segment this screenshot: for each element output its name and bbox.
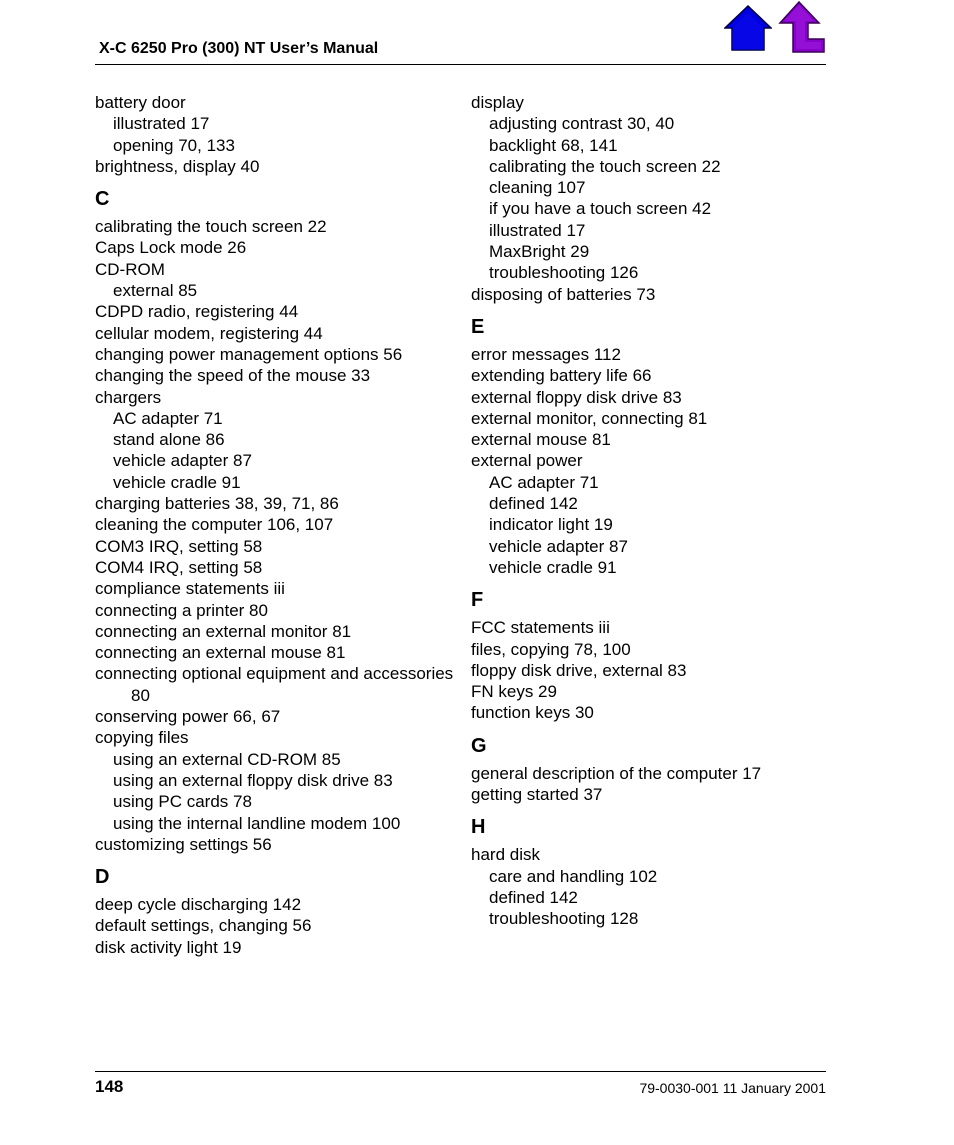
index-subentry: external 85 (113, 281, 198, 301)
index-entry: compliance statements iii (95, 579, 285, 599)
index-subentry: indicator light 19 (489, 515, 613, 535)
index-entry: COM4 IRQ, setting 58 (95, 557, 263, 577)
index-subentry: vehicle adapter 87 (489, 536, 628, 556)
index-entry: connecting a printer 80 (95, 600, 268, 620)
index-entry: copying files (95, 728, 189, 748)
index-entry: getting started 37 (471, 785, 603, 805)
index-entry: changing power management options 56 (95, 344, 403, 364)
index-entry: chargers (95, 387, 162, 407)
index-subentry: cleaning 107 (489, 178, 586, 198)
index-subentry: using an external floppy disk drive 83 (113, 770, 393, 790)
section-letter: E (471, 315, 485, 338)
index-entry: cellular modem, registering 44 (95, 323, 323, 343)
header-title: X-C 6250 Pro (300) NT User’s Manual (99, 40, 379, 57)
index-subentry: defined 142 (489, 887, 578, 907)
section-letter: H (471, 816, 486, 839)
section-letter: C (95, 188, 110, 211)
index-entry: connecting optional equipment and accessories 80 (95, 664, 454, 705)
index-subentry: troubleshooting 128 (489, 909, 639, 929)
section-letter: D (95, 866, 110, 889)
index-subentry: using PC cards 78 (113, 792, 252, 812)
index-subentry: MaxBright 29 (489, 242, 590, 262)
index-entry: calibrating the touch screen 22 (95, 217, 327, 237)
index-entry: charging batteries 38, 39, 71, 86 (95, 494, 339, 514)
index-entry: disposing of batteries 73 (471, 284, 656, 304)
index-entry: files, copying 78, 100 (471, 639, 631, 659)
index-subentry: AC adapter 71 (489, 472, 599, 492)
index-subentry: using an external CD-ROM 85 (113, 749, 341, 769)
index-subentry: if you have a touch screen 42 (489, 199, 712, 219)
index-entry: connecting an external mouse 81 (95, 643, 346, 663)
index-subentry: adjusting contrast 30, 40 (489, 114, 675, 134)
index-entry: cleaning the computer 106, 107 (95, 515, 334, 535)
index-subentry: vehicle adapter 87 (113, 451, 252, 471)
index-subentry: backlight 68, 141 (489, 135, 618, 155)
document-info: 79-0030-001 11 January 2001 (639, 1080, 826, 1096)
header-rule (95, 64, 826, 65)
index-entry: extending battery life 66 (471, 366, 652, 386)
index-entry: display (471, 93, 524, 112)
index-entry: changing the speed of the mouse 33 (95, 366, 371, 386)
index-entry: floppy disk drive, external 83 (471, 660, 687, 680)
index-entry: hard disk (471, 845, 540, 865)
index-entry: FCC statements iii (471, 618, 610, 638)
index-entry: disk activity light 19 (95, 937, 242, 957)
index-entry: CDPD radio, registering 44 (95, 302, 299, 322)
index-entry: general description of the computer 17 (471, 763, 762, 783)
index-entry: external power (471, 451, 583, 471)
index-entry: Caps Lock mode 26 (95, 238, 247, 258)
index-subentry: care and handling 102 (489, 866, 658, 886)
index-column-right (471, 92, 831, 930)
index-subentry: stand alone 86 (113, 430, 225, 450)
index-subentry: AC adapter 71 (113, 408, 223, 428)
index-entry: connecting an external monitor 81 (95, 621, 352, 641)
section-letter: F (471, 589, 484, 612)
home-icon[interactable] (724, 4, 772, 52)
index-entry: external mouse 81 (471, 430, 611, 450)
index-entry: COM3 IRQ, setting 58 (95, 536, 263, 556)
index-entry: default settings, changing 56 (95, 916, 312, 936)
index-entry: conserving power 66, 67 (95, 707, 281, 727)
index-subentry: defined 142 (489, 494, 578, 514)
index-subentry: illustrated 17 (113, 114, 210, 134)
index-entry: FN keys 29 (471, 682, 557, 702)
index-entry: deep cycle discharging 142 (95, 895, 302, 915)
index-entry: external floppy disk drive 83 (471, 387, 682, 407)
index-subentry: illustrated 17 (489, 220, 586, 240)
footer-rule (95, 1071, 826, 1072)
index-entry: brightness, display 40 (95, 156, 260, 176)
up-arrow-icon[interactable] (777, 1, 825, 53)
index-subentry: troubleshooting 126 (489, 263, 639, 283)
index-subentry: opening 70, 133 (113, 135, 235, 155)
index-subentry: vehicle cradle 91 (489, 557, 617, 577)
index-subentry: using the internal landline modem 100 (113, 813, 401, 833)
index-column-left (95, 92, 455, 958)
index-entry: CD-ROM (95, 259, 165, 279)
index-entry: external monitor, connecting 81 (471, 408, 708, 428)
page-number: 148 (95, 1077, 124, 1096)
index-subentry: calibrating the touch screen 22 (489, 156, 721, 176)
index-entry: customizing settings 56 (95, 834, 272, 854)
index-entry: error messages 112 (471, 344, 621, 364)
index-entry: battery door (95, 93, 186, 112)
index-subentry: vehicle cradle 91 (113, 472, 241, 492)
index-entry: function keys 30 (471, 703, 594, 723)
section-letter: G (471, 734, 487, 757)
